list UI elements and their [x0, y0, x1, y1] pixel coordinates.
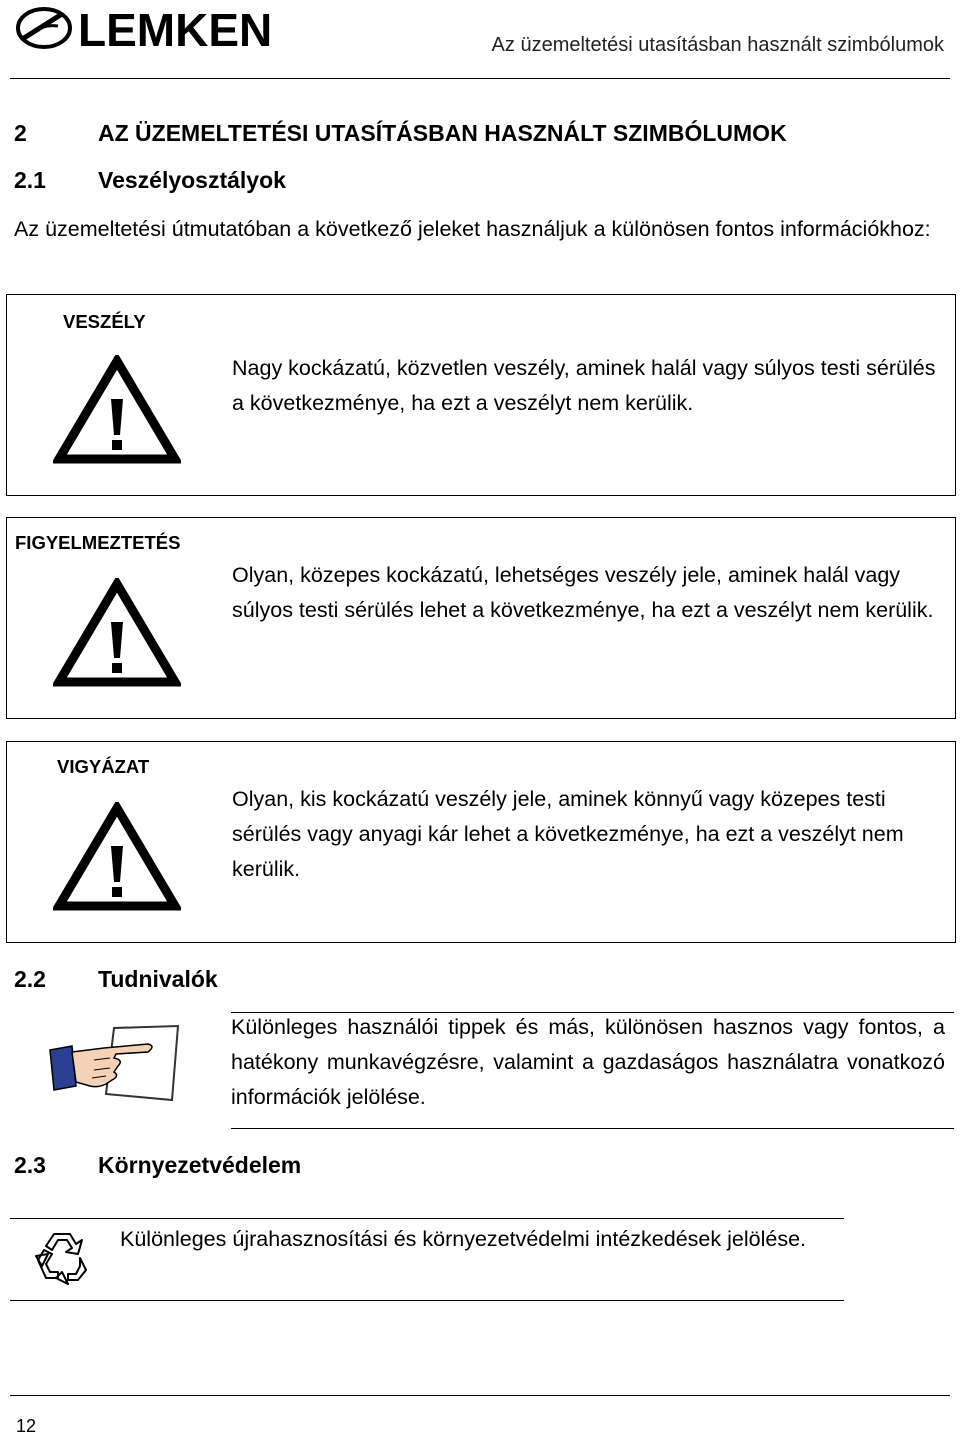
tip-text: Különleges használói tippek és más, különösen hasznos vagy fontos, a hatékony munkavégzésre, valamint a gazdaságos használatra vonatkozó információk jelölése. [231, 1015, 945, 1109]
danger-box [6, 294, 956, 496]
page-header [0, 0, 960, 80]
pointing-hand-icon [44, 1024, 184, 1102]
warning-text: Olyan, közepes kockázatú, lehetséges veszély jele, aminek halál vagy súlyos testi sérülés lehet a következménye, ha ezt a veszélyt nem kerülik. [232, 563, 934, 622]
warning-triangle-icon [53, 578, 181, 688]
caution-label: VIGYÁZAT [57, 756, 150, 777]
section-number: 2.1 [14, 167, 46, 193]
section-2-3-heading [14, 1152, 301, 1179]
chapter-heading [14, 120, 787, 147]
caution-text: Olyan, kis kockázatú veszély jele, aminek könnyű vagy közepes testi sérülés vagy anyagi kár lehet a következménye, ha ezt a veszélyt nem kerülik. [232, 787, 904, 881]
env-top-rule [10, 1218, 844, 1219]
chapter-number: 2 [14, 120, 27, 146]
danger-label: VESZÉLY [63, 311, 146, 332]
section-title: Tudnivalók [98, 966, 218, 992]
intro-paragraph: Az üzemeltetési útmutatóban a következő jeleket használjuk a különösen fontos információkhoz: [14, 217, 931, 241]
page-number: 12 [16, 1416, 37, 1436]
env-text: Különleges újrahasznosítási és környezetvédelmi intézkedések jelölése. [120, 1227, 806, 1251]
section-title: Környezetvédelem [98, 1152, 302, 1178]
header-title: Az üzemeltetési utasításban használt szimbólumok [491, 34, 944, 56]
section-2-2-heading [14, 966, 218, 993]
header-divider [10, 78, 950, 79]
warning-box [6, 517, 956, 719]
chapter-title: AZ ÜZEMELTETÉSI UTASÍTÁSBAN HASZNÁLT SZIMBÓLUMOK [98, 120, 787, 146]
warning-label: FIGYELMEZTETÉS [15, 532, 181, 553]
section-number: 2.2 [14, 966, 46, 992]
warning-triangle-icon [53, 355, 181, 465]
tip-bottom-rule [231, 1128, 954, 1129]
recycle-icon [32, 1226, 92, 1286]
env-bottom-rule [10, 1300, 844, 1301]
section-title: Veszélyosztályok [98, 167, 286, 193]
section-number: 2.3 [14, 1152, 46, 1178]
caution-box [6, 741, 956, 943]
danger-text: Nagy kockázatú, közvetlen veszély, aminek halál vagy súlyos testi sérülés a következménye, ha ezt a veszélyt nem kerülik. [232, 356, 936, 415]
footer-divider [10, 1395, 950, 1396]
lemken-logo [14, 2, 304, 54]
section-2-1-heading [14, 167, 286, 194]
warning-triangle-icon [53, 802, 181, 912]
brand-name: LEMKEN [78, 4, 273, 54]
